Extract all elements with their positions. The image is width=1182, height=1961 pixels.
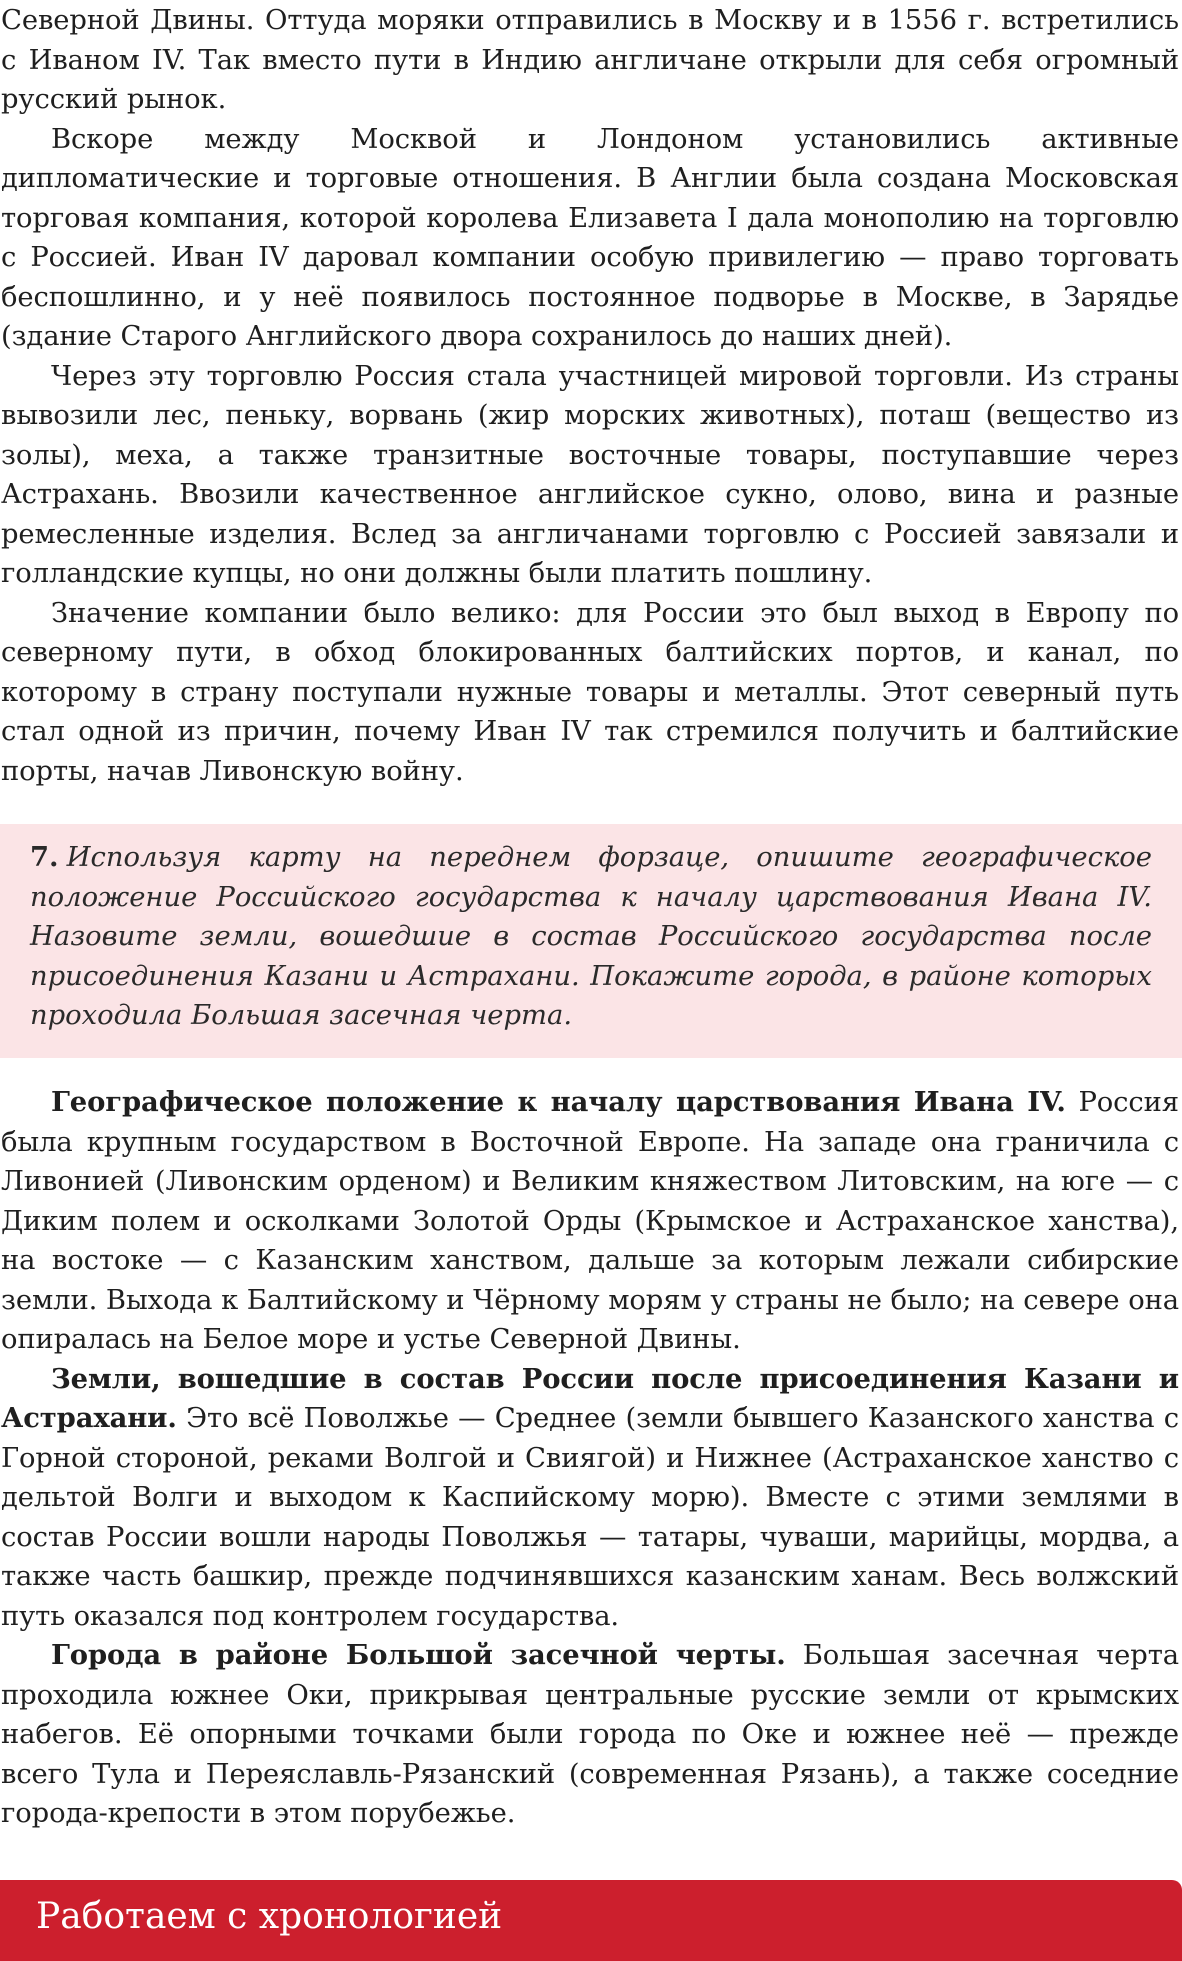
answer-annexed-lands [1,1360,1179,1637]
task-text: Используя карту на переднем форзаце, опишите географическое положение Российского государства к началу царствования Ивана IV. Назовите земли, вошедшие в состав Российского государства после присоединения Казани и Астрахани. Покажите города, в районе которых проходила Большая засечная черта. [30,842,1152,1031]
answer-body-defense-line-cities: Большая засечная черта проходила южнее Оки, прикрывая центральные русские земли от крымских набегов. Её опорными точками были города по Оке и южнее неё — прежде всего Тула и Переяславль-Рязанский (современная Рязань), а также соседние города-крепости в этом порубежье. [1,1640,1179,1829]
paragraph-diplomatic-relations: Вскоре между Москвой и Лондоном установились активные дипломатические и торговые отношения. В Англии была создана Московская торговая компания, которой королева Елизавета I дала монополию на торговлю с Россией. Иван IV даровал компании особую привилегию — право торговать беспошлинно, и у неё появилось постоянное подворье в Москве, в Зарядье (здание Старого Английского двора сохранилось до наших дней). [1,123,1179,352]
answer-body-annexed-lands: Это всё Поволжье — Среднее (земли бывшего Казанского ханства с Горной стороной, реками Волгой и Свиягой) и Нижнее (Астраханское ханство с дельтой Волги и выходом к Каспийскому морю). Вместе с этими землями в состав России вошли народы Поволжья — татары, чуваши, марийцы, мордва, а также часть башкир, прежде подчинявшихся казанским ханам. Весь волжский путь оказался под контролем государства. [1,1403,1180,1632]
answer-geographic-position [1,1083,1179,1360]
answer-defense-line-cities [1,1636,1179,1834]
paragraph-company-significance: Значение компании было велико: для России это был выход в Европу по северному пути, в обход блокированных балтийских портов, и канал, по которому в страну поступали нужные товары и металлы. Этот северный путь стал одной из причин, почему Иван IV так стремился получить и балтийские порты, начав Ливонскую войну. [1,597,1179,787]
answer-text [1,1083,1179,1834]
answer-heading-defense-line-cities: Города в районе Большой засечной черты. [51,1639,786,1671]
continued-text [1,1,1179,791]
task-number: 7. [30,841,59,873]
task-question [30,838,1152,1036]
section-header-title: Работаем с хронологией [36,1896,503,1937]
answer-body-geographic-position: Россия была крупным государством в Восточной Европе. На западе она граничила с Ливонией (Ливонским орденом) и Великим княжеством Литовским, на юге — с Диким полем и осколками Золотой Орды (Крымское и Астраханское ханства), на востоке — с Казанским ханством, дальше за которым лежали сибирские земли. Выхода к Балтийскому и Чёрному морям у страны не было; на севере она опиралась на Белое море и устье Северной Двины. [1,1087,1179,1355]
answer-heading-annexed-lands: Земли, вошедшие в состав России после присоединения Казани и Астрахани. [1,1362,1179,1434]
answer-heading-geographic-position: Географическое положение к началу царствования Ивана IV. [51,1086,1066,1118]
paragraph-trade-route-end: Северной Двины. Оттуда моряки отправились в Москву и в 1556 г. встретились с Иваном IV. Так вместо пути в Индию англичане открыли для себя огромный русский рынок. [1,5,1179,115]
paragraph-world-trade: Через эту торговлю Россия стала участницей мировой торговли. Из страны вывозили лес, пеньку, ворвань (жир морских животных), поташ (вещество из золы), меха, а также транзитные восточные товары, поступавшие через Астрахань. Ввозили качественное английское сукно, олово, вина и разные ремесленные изделия. Вслед за англичанами торговлю с Россией завязали и голландские купцы, но они должны были платить пошлину. [1,360,1179,589]
section-header-bar [0,1880,1182,1961]
